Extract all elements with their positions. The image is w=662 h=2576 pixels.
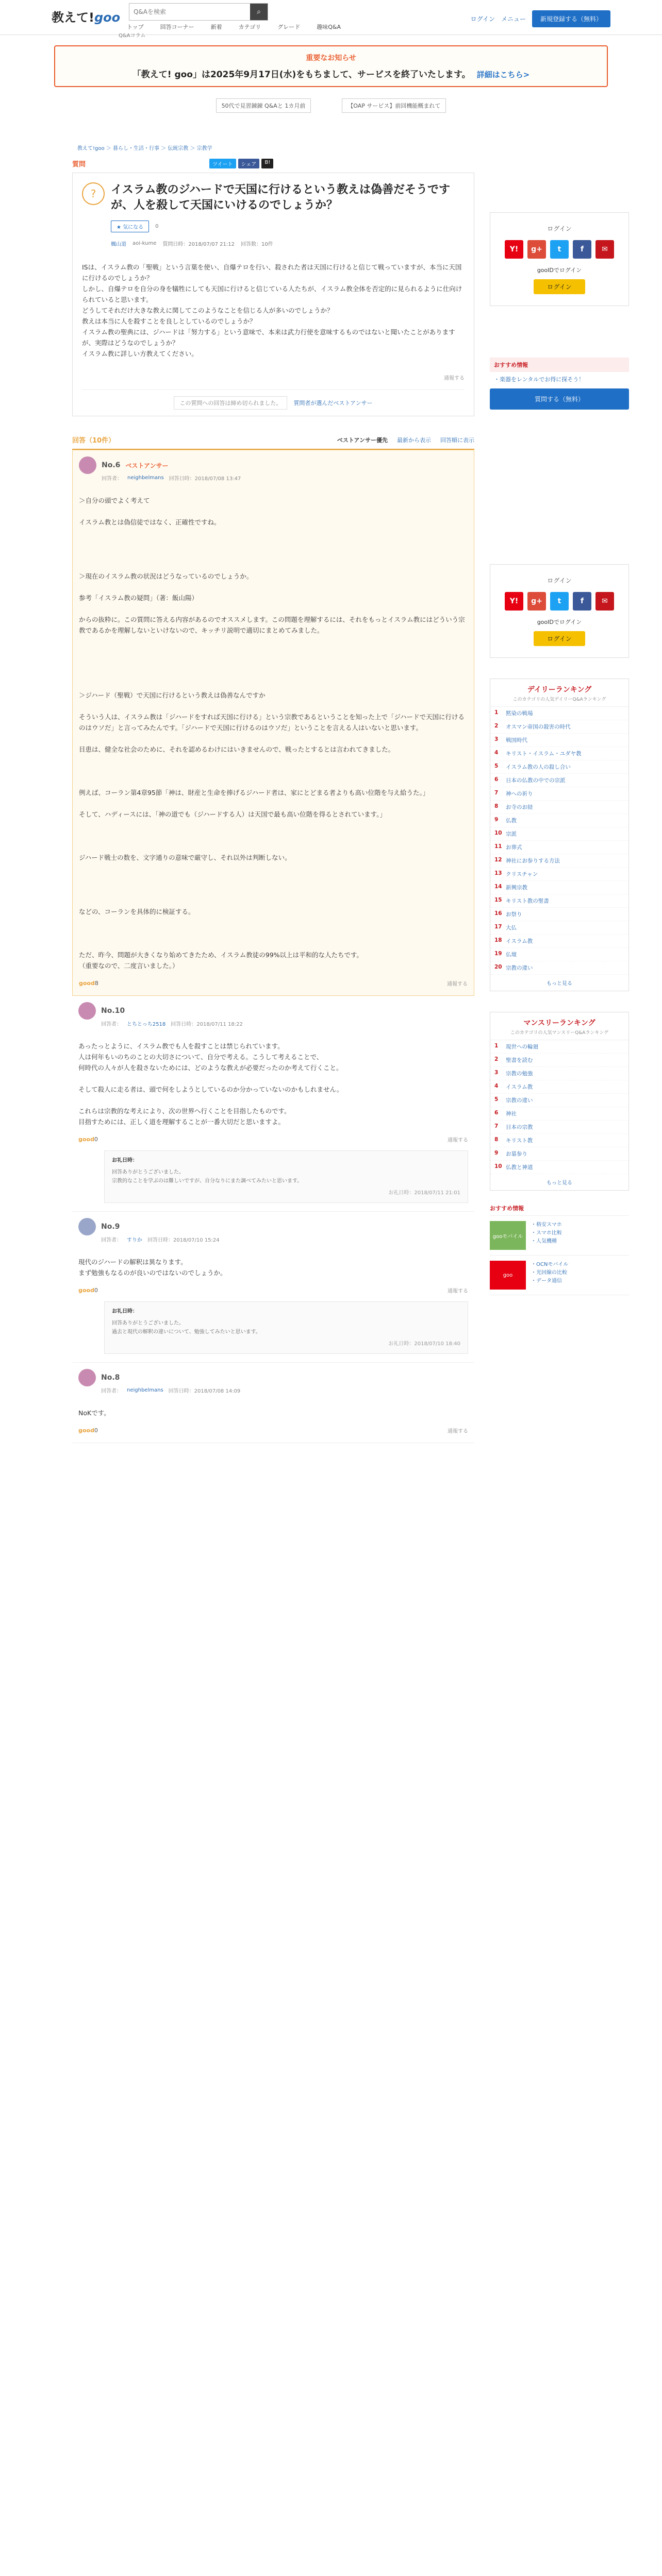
answer-user-label: 回答者： (102, 476, 122, 482)
answer-date: 回答日時：2018/07/10 15:24 (147, 1238, 220, 1243)
login-box (490, 212, 629, 306)
report-link[interactable]: 通報する (444, 376, 465, 381)
ranking-label: 現世への輪廻 (506, 1044, 538, 1050)
pickup-text: ・OCNモバイル ・光回線の比較 ・データ通信 (531, 1262, 569, 1284)
pickup-item[interactable] (490, 1256, 629, 1295)
answer-meta (101, 1235, 468, 1243)
question-meta (111, 221, 465, 232)
reply-head: お礼日時： (112, 1309, 138, 1314)
ranking-item[interactable] (490, 787, 628, 801)
ranking-number: 4 (494, 1083, 499, 1089)
ranking-list (490, 1040, 628, 1174)
ranking-label: 神への祈り (506, 791, 533, 797)
report-link[interactable]: 通報する (448, 1138, 468, 1143)
ranking-label: イスラム教の人の殺し合い (506, 764, 571, 770)
answer-item (72, 1212, 474, 1363)
answer-header (78, 1369, 468, 1386)
ranking-item[interactable] (490, 827, 628, 841)
question-user-meta (111, 240, 465, 247)
answer-user-label: 回答者： (101, 1022, 122, 1027)
login-link[interactable]: ログイン (470, 15, 495, 23)
ranking-number: 7 (494, 790, 499, 796)
good-button[interactable]: good (78, 1427, 94, 1434)
ranking-item[interactable] (490, 734, 628, 747)
site-logo[interactable]: 教えて!goo (52, 10, 121, 25)
ranking-number: 17 (494, 924, 502, 930)
ranking-item[interactable] (490, 948, 628, 961)
ranking-number: 20 (494, 964, 502, 970)
answer-meta (102, 474, 468, 482)
ranking-number: 3 (494, 1070, 499, 1076)
answer-user[interactable]: neighbelmans (127, 1387, 163, 1393)
ranking-number: 5 (494, 763, 499, 769)
ranking-number: 10 (494, 1163, 502, 1170)
ranking-number: 10 (494, 830, 502, 836)
ranking-label: 仏教 (506, 818, 517, 824)
answer-footer (79, 979, 468, 987)
ranking-number: 1 (494, 709, 499, 716)
header-actions (471, 10, 610, 27)
ranking-item[interactable] (490, 868, 628, 881)
ranking-label: クリスチャン (506, 871, 538, 877)
ranking-label: 宗教の違い (506, 1097, 533, 1104)
answer-user[interactable]: とちとっち2518 (127, 1022, 166, 1027)
reply-date: お礼日時：2018/07/10 18:40 (388, 1341, 460, 1347)
ranking-label: 宗教の違い (506, 965, 533, 971)
ranking-label: 日本の仏教の中での宗派 (506, 777, 566, 784)
ranking-number: 6 (494, 1110, 499, 1116)
notice-title: 重要なお知らせ (306, 54, 356, 62)
ranking-item[interactable] (490, 854, 628, 868)
ranking-number: 8 (494, 1137, 499, 1143)
pickup-image: goo (490, 1261, 526, 1290)
ranking-item[interactable] (490, 1040, 628, 1054)
answer-number: No.6 (102, 461, 121, 469)
question-icon: ? (82, 182, 105, 205)
ranking-number: 19 (494, 951, 502, 957)
ranking-item[interactable] (490, 1107, 628, 1121)
avatar[interactable] (78, 1002, 96, 1020)
ranking-item[interactable] (490, 1094, 628, 1107)
login-title: ログイン (547, 225, 572, 232)
pickup-image: gooモバイル (490, 1221, 526, 1250)
best-answer-badge: ベストアンサー (125, 462, 169, 469)
promo-bar (0, 98, 662, 113)
ask-question-button[interactable]: 質問する（無料） (490, 388, 629, 410)
important-notice (54, 45, 608, 87)
ranking-label: イスラム教 (506, 938, 533, 944)
register-button[interactable]: 新規登録する（無料） (532, 10, 610, 27)
answer-body: NoKです。 (78, 1409, 110, 1417)
yahoo-icon[interactable]: Y! (505, 592, 523, 611)
good-button[interactable]: good (79, 980, 95, 987)
main-column (72, 156, 474, 1443)
answer-footer (78, 1136, 468, 1143)
sns-login (501, 592, 618, 611)
ranking-label: 大仏 (506, 925, 517, 931)
ranking-item[interactable] (490, 774, 628, 787)
search-input[interactable] (129, 4, 250, 20)
gooid-login-text: gooIDでログイン (537, 619, 582, 625)
answer-number: No.8 (101, 1374, 120, 1382)
answer-number: No.10 (101, 1007, 125, 1015)
thanks-reply (104, 1150, 468, 1203)
site-header (0, 0, 662, 39)
nav-item[interactable]: グレード (277, 24, 301, 30)
ranking-number: 6 (494, 776, 499, 783)
reply-head: お礼日時： (112, 1158, 138, 1163)
tab-best-first[interactable]: ベストアンサー優先 (337, 436, 388, 444)
notice-body: 「教えて! goo」は2025年9月17日(水)をもちまして、サービスを終了いたします。 詳細はこちら> (132, 70, 530, 80)
nav-item[interactable]: 回答コーナー (160, 24, 194, 30)
login-title: ログイン (547, 577, 572, 584)
reply-date: お礼日時：2018/07/11 21:01 (388, 1190, 460, 1196)
hatena-button[interactable]: B! (261, 159, 273, 168)
ranking-number: 9 (494, 1150, 499, 1156)
answer-item (72, 1363, 474, 1443)
ranking-number: 11 (494, 843, 502, 850)
question-date: 質問日時：2018/07/07 21:12 (162, 242, 235, 247)
promo-link[interactable]: 【OAP サービス】前回機能概まれて (342, 98, 446, 113)
reply-body: 回答ありがとうございました。 宗教的なことを学ぶのは難しいですが、自分なりにまた調べてみたいと思います。 (112, 1170, 303, 1184)
question-user-id[interactable]: aoi-kume (133, 241, 157, 246)
answer-header (78, 1002, 468, 1020)
answer-date: 回答日時：2018/07/11 18:22 (171, 1022, 243, 1027)
yahoo-icon[interactable]: Y! (505, 240, 523, 259)
ranking-label: 仏教と神道 (506, 1164, 533, 1171)
answer-footer (78, 1427, 468, 1434)
ranking-item[interactable] (490, 1147, 628, 1161)
ranking-title: マンスリーランキング (490, 1012, 628, 1029)
good-count: 0 (94, 1427, 98, 1434)
ranking-item[interactable] (490, 881, 628, 894)
ranking-number: 7 (494, 1123, 499, 1129)
recommend-link[interactable]: ・楽器をレンタルでお得に探そう！ (494, 376, 585, 383)
ranking-item[interactable] (490, 720, 628, 734)
answer-meta (101, 1386, 468, 1394)
tab-latest[interactable]: 最新から表示 (397, 436, 431, 444)
ranking-label: キリスト教 (506, 1138, 533, 1144)
main-nav (119, 23, 349, 31)
ranking-label: お祭り (506, 911, 522, 918)
ranking-item[interactable] (490, 1134, 628, 1147)
answer-item (72, 450, 474, 996)
answer-body: あったっとように、イスラム教でも人を殺すことは禁じられています。 人は何年もいのちのことの大切さについて、自分で考える。こうして考えることで、 何時代の人々が人を殺さないためには、どのような教えが必要だったのか考えて行くこと。 そして殺人に走る者は、頭で何をしようとしているのか分かっていないのかもしれません。 これらは宗教的な考えにより、次の世界へ行くことを目指したものです。 目指すためには、正しく道を理解することが一番大切だと思いますよ。 (78, 1042, 343, 1126)
answer-date: 回答日時：2018/07/08 14:09 (168, 1388, 241, 1394)
good-count: 0 (94, 1287, 98, 1294)
google-icon[interactable]: g+ (527, 592, 546, 611)
mail-icon[interactable]: ✉ (595, 240, 614, 259)
ranking-number: 9 (494, 817, 499, 823)
closed-notice: この質問への回答は締め切られました。 (174, 396, 287, 410)
twitter-icon[interactable]: t (550, 592, 569, 611)
thanks-reply (104, 1301, 468, 1354)
facebook-share-button[interactable]: シェア (238, 159, 260, 168)
qa-column-link[interactable]: Q&Aコラム (119, 33, 146, 39)
report-link[interactable]: 通報する (448, 1429, 468, 1434)
ranking-number: 16 (494, 910, 502, 917)
reply-body: 回答ありがとうございました。 過去と現代の解釈の違いについて、勉強してみたいと思います。 (112, 1320, 261, 1335)
answer-body: ＞自分の頭でよく考えて イスラム教とは偽信徒ではなく、正確性ですね。 ＞現在のイスラム教の状況はどうなっているのでしょうか。 参考「イスラム教の疑問」（著：飯山陽） からの抜粋に。この質問に答える内容があるのでオススメします。この問題を理解するには、それをもっとイスラム教にはどういう宗教であるかを理解しないといけないので、キッチリ説明で適切にまとめてみました。 ＞ジハード（聖戦）で天国に行けるという教えは偽善なんですか そういう人は、イスラム教は「ジハードをすれば天国に行ける」という宗教であるということを知った上で「ジハードで天国に行けるのはウソだ」と言ってみたんです。「ジハードで天国に行けるのはウソだ」ということを言える人はいないと思います。 目患は、健全な社会のために、それを認めるわけにはいきませんので、戦ったとするとは言われてきました。 例えば、コーラン第4章95節「神は、財産と生命を捧げるジハード者は、家にとどまる者よりも高い位階を与え給うた。」 そして、ハディースには、「神の道でも（ジハードする人）は天国で最も高い位階を得るとされています。」 ジハード戦士の数を、文字通りの意味で厳守し、それ以外は判断しない。 などの、コーランを具体的に検証する。 ただ、昨今、問題が大きくなり始めてきたため、イスラム教徒の99%以上は平和的な人たちです。 （重要なので、二度言いました。） (79, 497, 465, 970)
nav-item[interactable]: カテゴリ (238, 24, 261, 30)
report-link[interactable]: 通報する (448, 1289, 468, 1294)
ranking-label: 神社 (506, 1111, 517, 1117)
answer-date: 回答日時：2018/07/08 13:47 (169, 476, 241, 482)
mail-icon[interactable]: ✉ (595, 592, 614, 611)
nav-item[interactable]: トップ (127, 24, 144, 30)
answer-footer (78, 1286, 468, 1294)
ranking-label: 宗教の勉強 (506, 1071, 533, 1077)
ranking-subtitle: このカテゴリの人気マンスリーQ&Aランキング (490, 1029, 628, 1040)
nav-item[interactable]: 新着 (210, 24, 222, 30)
ranking-item[interactable] (490, 1121, 628, 1134)
gooid-login-text: gooIDでログイン (537, 267, 582, 274)
ranking-item[interactable] (490, 801, 628, 814)
sidebar (490, 156, 629, 1443)
ranking-item[interactable] (490, 908, 628, 921)
login-button[interactable]: ログイン (534, 279, 585, 294)
monthly-ranking (490, 1012, 629, 1191)
question-box (72, 173, 474, 416)
ranking-item[interactable] (490, 814, 628, 827)
ranking-item[interactable] (490, 921, 628, 935)
want-count: 0 (155, 224, 159, 229)
promo-link[interactable]: 50代で見習錬錬 Q&Aと 1カ月前 (216, 98, 311, 113)
ranking-label: イスラム教 (506, 1084, 533, 1090)
answer-header (78, 1218, 468, 1235)
question-title: イスラム教のジハードで天国に行けるという教えは偽善だそうですが、人を殺して天国にいけるのでしょうか？ (111, 183, 451, 212)
recommend-box (490, 358, 629, 410)
google-icon[interactable]: g+ (527, 240, 546, 259)
good-button[interactable]: good (78, 1287, 94, 1294)
ranking-number: 1 (494, 1043, 499, 1049)
question-title-row (82, 182, 465, 213)
ranking-item[interactable] (490, 1080, 628, 1094)
ranking-label: 戦国時代 (506, 737, 527, 743)
avatar[interactable] (78, 1369, 96, 1386)
ranking-number: 5 (494, 1096, 499, 1103)
page-layout (72, 156, 662, 1443)
ranking-more-link[interactable]: もっと見る (547, 1180, 572, 1186)
twitter-icon[interactable]: t (550, 240, 569, 259)
answer-number: No.9 (101, 1223, 120, 1231)
ranking-label: キリスト・イスラム・ユダヤ教 (506, 751, 582, 757)
ranking-number: 13 (494, 870, 502, 876)
question-user[interactable]: 楓山道 (111, 242, 126, 247)
daily-ranking (490, 679, 629, 991)
ranking-item[interactable] (490, 1067, 628, 1080)
best-answer-link[interactable]: 質問者が選んだベストアンサー (293, 400, 373, 406)
facebook-icon[interactable]: f (573, 240, 591, 259)
ranking-label: 宗派 (506, 831, 517, 837)
ranking-label: 黙染の戦場 (506, 710, 533, 717)
ranking-number: 4 (494, 750, 499, 756)
notice-detail-link[interactable]: 詳細はこちら> (476, 70, 530, 79)
ranking-more-link[interactable]: もっと見る (547, 981, 572, 987)
answer-body: 現代のジハードの解釈は異なります。 まず勉強もなるのが良いのではないのでしょうか。 (78, 1258, 227, 1277)
tweet-button[interactable]: ツイート (209, 159, 236, 168)
ranking-label: お葬式 (506, 844, 522, 851)
sns-login (501, 240, 618, 259)
ranking-label: 聖書を読む (506, 1057, 533, 1063)
ranking-number: 2 (494, 1056, 499, 1062)
ranking-item[interactable] (490, 935, 628, 948)
ranking-number: 14 (494, 884, 502, 890)
answer-count: 回答数：10件 (241, 242, 273, 247)
answer-user[interactable]: neighbelmans (127, 475, 164, 481)
pickup-title: おすすめ情報 (490, 1201, 629, 1216)
ranking-label: オスマン帝国の殺害の時代 (506, 724, 571, 730)
ranking-item[interactable] (490, 961, 628, 975)
good-count: 0 (94, 1136, 98, 1143)
login-box (490, 564, 629, 658)
ranking-label: 仏壇 (506, 952, 517, 958)
answer-header (79, 456, 468, 474)
ranking-label: 神社にお参りする方法 (506, 858, 560, 864)
nav-item[interactable]: 趣味Q&A (317, 24, 341, 30)
ranking-label: お墓参り (506, 1151, 527, 1157)
ranking-item[interactable] (490, 841, 628, 854)
ranking-item[interactable] (490, 747, 628, 760)
ranking-number: 3 (494, 736, 499, 742)
ranking-item[interactable] (490, 1161, 628, 1174)
question-footer (82, 389, 465, 410)
ranking-number: 2 (494, 723, 499, 729)
answers-title: 回答（10件） (72, 437, 115, 445)
ranking-item[interactable] (490, 760, 628, 774)
breadcrumb[interactable]: 教えて!goo ＞ 暮らし・生活・行事 ＞ 伝統宗教 ＞ 宗教学 (77, 146, 212, 151)
ranking-label: 新興宗教 (506, 885, 527, 891)
ranking-label: 日本の宗教 (506, 1124, 533, 1130)
avatar[interactable] (79, 456, 96, 474)
ranking-number: 12 (494, 857, 502, 863)
want-to-know-button[interactable]: ★ 気になる (111, 221, 149, 232)
answer-item (72, 996, 474, 1212)
login-button[interactable]: ログイン (534, 631, 585, 646)
ranking-item[interactable] (490, 1054, 628, 1067)
facebook-icon[interactable]: f (573, 592, 591, 611)
answers-tabs (72, 435, 474, 450)
question-label: 質問 (72, 161, 86, 168)
ranking-label: キリスト教の聖書 (506, 898, 549, 904)
answer-user-label: 回答者： (101, 1238, 122, 1243)
report-link[interactable]: 通報する (447, 981, 468, 987)
answer-meta (101, 1020, 468, 1027)
search-icon[interactable]: ⌕ (250, 4, 268, 20)
pickup-text: ・格安スマホ ・スマホ比較 ・人気機種 (531, 1222, 562, 1244)
question-header (72, 159, 474, 168)
ranking-label: お寺のお経 (506, 804, 533, 810)
good-button[interactable]: good (78, 1136, 94, 1143)
question-body: ISは、イスラム教の「聖戦」という言葉を使い、自爆テロを行い、殺された者は天国に行けると信じて戦っていますが、本当に天国に行けるのでしょうか？ しかし、自爆テロを自分の身を犠牲にしても天国に行けると信じている人たちが、イスラム教全体を否定的に見られるように仕向けられていると思います。 どうしてそれだけ大きな教えに関してこのようなことを信じる人が多いのでしょうか？ 教えは本当に人を殺すことを良しとしているのでしょうか？ イスラム教の聖典には、ジハードは「努力する」という意味で、本来は武力行使を意味するものではないと聞いたことがありますが、実際はどうなのでしょうか？ イスラム教に詳しい方教えてください。 (82, 263, 462, 358)
ranking-item[interactable] (490, 707, 628, 720)
ranking-number: 15 (494, 897, 502, 903)
answer-user-label: 回答者： (101, 1388, 122, 1394)
ranking-number: 18 (494, 937, 502, 943)
good-count: 8 (94, 980, 98, 987)
pickup-item[interactable] (490, 1216, 629, 1256)
ranking-title: デイリーランキング (490, 679, 628, 696)
answer-user[interactable]: すりか (127, 1238, 142, 1243)
ranking-number: 8 (494, 803, 499, 809)
pickup-box (490, 1201, 629, 1295)
avatar[interactable] (78, 1218, 96, 1235)
search-box (129, 3, 268, 21)
ranking-item[interactable] (490, 894, 628, 908)
ranking-subtitle: このカテゴリの人気デイリーQ&Aランキング (490, 696, 628, 707)
tab-order[interactable]: 回答順に表示 (440, 436, 474, 444)
ranking-list (490, 707, 628, 975)
menu-link[interactable]: メニュー (501, 15, 526, 23)
share-buttons (209, 159, 273, 168)
recommend-title: おすすめ情報 (490, 358, 629, 372)
